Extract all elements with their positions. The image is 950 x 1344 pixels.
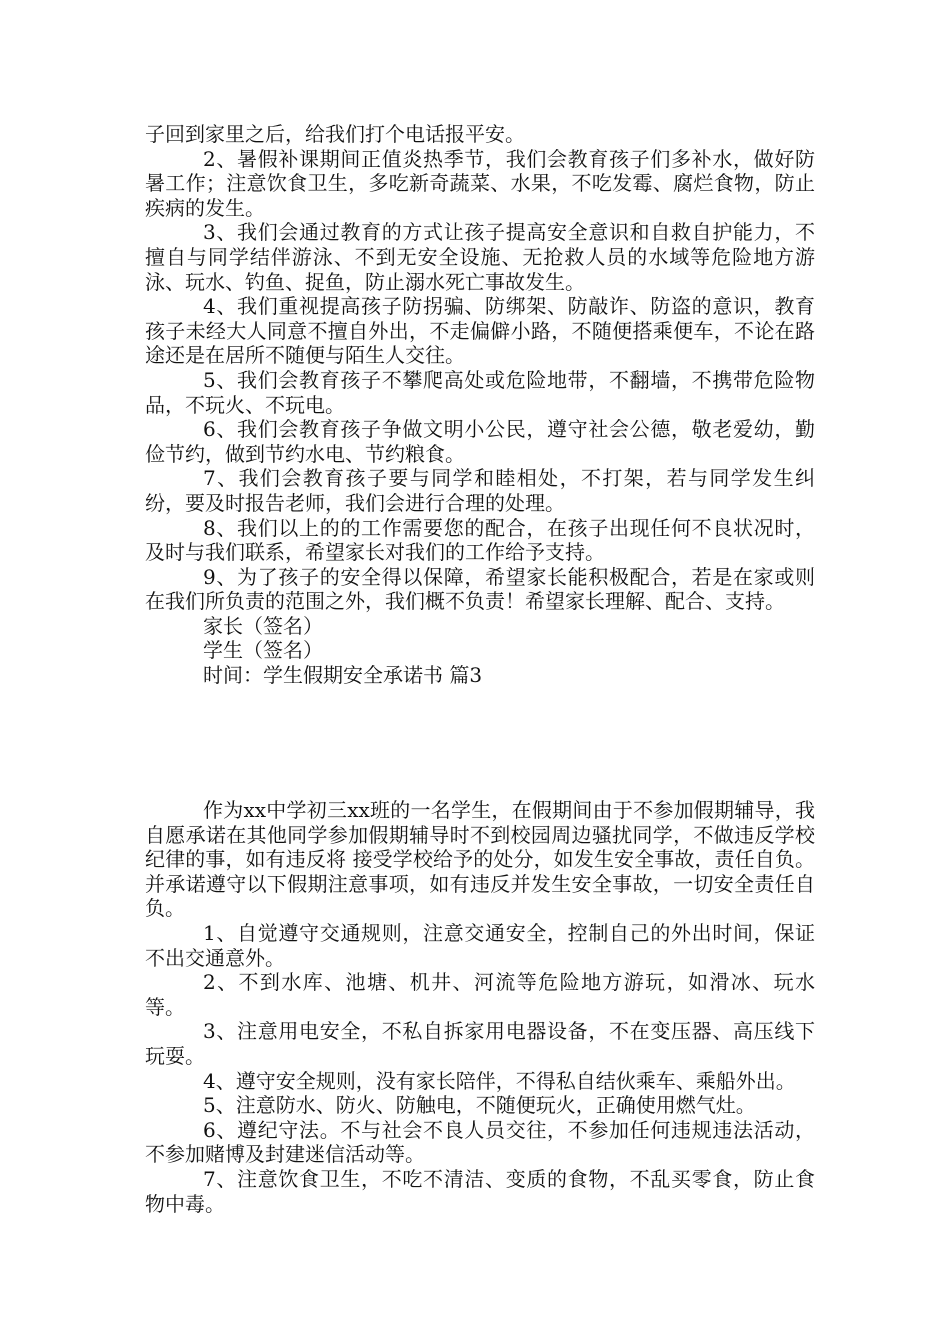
rule-item: 5、注意防水、防火、防触电，不随便玩火，正确使用燃气灶。 [203, 1093, 756, 1118]
rule-item: 7、注意饮食卫生，不吃不清洁、变质的食物，不乱买零食，防止食物中毒。 [145, 1166, 815, 1216]
intro-paragraph: 作为xx中学初三xx班的一名学生，在假期间由于不参加假期辅导，我自愿承诺在其他同学参加假期辅导时不到校园周边骚扰同学，不做违反学校纪律的事，如有违反将 接受学校给予的处分，如发生安全事故，责任自负。并承诺遵守以下假期注意事项，如有违反并发生安全事故，一切安全责任自负。 [145, 798, 815, 921]
student-signature-line: 学生（签名） [203, 638, 323, 663]
commitment-item: 7、我们会教育孩子要与同学和睦相处，不打架，若与同学发生纠纷，要及时报告老师，我们会进行合理的处理。 [145, 466, 815, 515]
rule-item: 4、遵守安全规则，没有家长陪伴，不得私自结伙乘车、乘船外出。 [203, 1068, 796, 1093]
rule-item: 6、遵纪守法。不与社会不良人员交往，不参加任何违规违法活动，不参加赌博及封建迷信活动等。 [145, 1117, 815, 1167]
commitment-item: 9、为了孩子的安全得以保障，希望家长能积极配合，若是在家或则在我们所负责的范围之外，我们概不负责！希望家长理解、配合、支持。 [145, 564, 815, 614]
rule-item: 3、注意用电安全，不私自拆家用电器设备，不在变压器、高压线下玩耍。 [145, 1019, 815, 1068]
commitment-item: 2、暑假补课期间正值炎热季节，我们会教育孩子们多补水，做好防暑工作；注意饮食卫生，多吃新奇蔬菜、水果，不吃发霉、腐烂食物，防止疾病的发生。 [145, 146, 815, 220]
rule-item: 1、自觉遵守交通规则，注意交通安全，控制自己的外出时间，保证不出交通意外。 [145, 920, 815, 970]
commitment-item: 8、我们以上的的工作需要您的配合，在孩子出现任何不良状况时，及时与我们联系，希望家长对我们的工作给予支持。 [145, 515, 815, 565]
rule-item: 2、不到水库、池塘、机井、河流等危险地方游玩，如滑冰、玩水等。 [145, 970, 815, 1019]
commitment-item: 5、我们会教育孩子不攀爬高处或危险地带，不翻墙，不携带危险物品，不玩火、不玩电。 [145, 367, 815, 417]
section-student-commitment [145, 798, 815, 1216]
commitment-item: 3、我们会通过教育的方式让孩子提高安全意识和自救自护能力，不擅自与同学结伴游泳、不到无安全设施、无抢救人员的水域等危险地方游泳、玩水、钓鱼、捉鱼，防止溺水死亡事故发生。 [145, 220, 815, 294]
time-line: 时间：学生假期安全承诺书 篇3 [203, 663, 483, 688]
commitment-item: 4、我们重视提高孩子防拐骗、防绑架、防敲诈、防盗的意识，教育孩子未经大人同意不擅自外出，不走偏僻小路，不随便搭乘便车，不论在路途还是在居所不随便与陌生人交往。 [145, 294, 815, 368]
continuation-paragraph: 子回到家里之后，给我们打个电话报平安。 [145, 122, 525, 146]
section-parent-commitment [145, 122, 815, 688]
parent-signature-line: 家长（签名） [203, 613, 323, 638]
commitment-item: 6、我们会教育孩子争做文明小公民，遵守社会公德，敬老爱幼，勤俭节约，做到节约水电、节约粮食。 [145, 417, 815, 466]
